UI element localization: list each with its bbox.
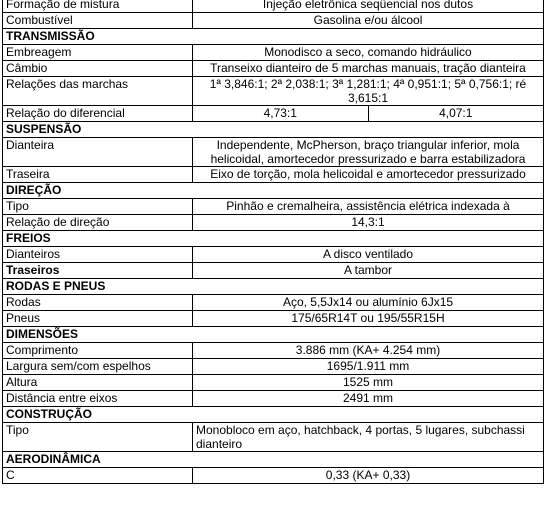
spec-value: 3.886 mm (KA+ 4.254 mm) bbox=[193, 343, 544, 359]
spec-value: 0,33 (KA+ 0,33) bbox=[193, 468, 544, 484]
spec-value: 1ª 3,846:1; 2ª 2,038:1; 3ª 1,281:1; 4ª 0,951:1; 5ª 0,756:1; ré 3,615:1 bbox=[193, 77, 544, 106]
spec-label: C bbox=[3, 468, 193, 484]
section-header-row bbox=[3, 327, 544, 343]
spec-row bbox=[3, 423, 544, 452]
spec-label: Câmbio bbox=[3, 61, 193, 77]
spec-row bbox=[3, 295, 544, 311]
spec-row bbox=[3, 468, 544, 484]
spec-row bbox=[3, 199, 544, 215]
spec-value: Monodisco a seco, comando hidráulico bbox=[193, 45, 544, 61]
section-title-construcao: CONSTRUÇÃO bbox=[3, 407, 544, 423]
spec-value: 14,3:1 bbox=[193, 215, 544, 231]
spec-row bbox=[3, 375, 544, 391]
spec-label: Altura bbox=[3, 375, 193, 391]
spec-row bbox=[3, 167, 544, 183]
spec-row bbox=[3, 247, 544, 263]
section-title-freios: FREIOS bbox=[3, 231, 544, 247]
spec-row bbox=[3, 311, 544, 327]
spec-label: Largura sem/com espelhos bbox=[3, 359, 193, 375]
spec-label: Relação de direção bbox=[3, 215, 193, 231]
spec-value: Gasolina e/ou álcool bbox=[193, 13, 544, 29]
spec-row bbox=[3, 215, 544, 231]
spec-value: 175/65R14T ou 195/55R15H bbox=[193, 311, 544, 327]
section-title-rodas-e-pneus: RODAS E PNEUS bbox=[3, 279, 544, 295]
spec-label: Distância entre eixos bbox=[3, 391, 193, 407]
spec-row bbox=[3, 138, 544, 167]
spec-value: Injeção eletrônica seqüencial nos dutos bbox=[193, 0, 544, 13]
spec-label: Pneus bbox=[3, 311, 193, 327]
section-title-suspensao: SUSPENSÃO bbox=[3, 122, 544, 138]
spec-value: 1525 mm bbox=[193, 375, 544, 391]
spec-value: A tambor bbox=[193, 263, 544, 279]
spec-label: Embreagem bbox=[3, 45, 193, 61]
spec-row bbox=[3, 77, 544, 106]
section-header-row bbox=[3, 279, 544, 295]
spec-label: Dianteiros bbox=[3, 247, 193, 263]
section-title-dimensoes: DIMENSÕES bbox=[3, 327, 544, 343]
spec-label: Relação do diferencial bbox=[3, 106, 193, 122]
spec-row bbox=[3, 263, 544, 279]
spec-row bbox=[3, 343, 544, 359]
section-header-row bbox=[3, 231, 544, 247]
spec-label: Tipo bbox=[3, 199, 193, 215]
section-title-transmissao: TRANSMISSÃO bbox=[3, 29, 544, 45]
spec-value: Transeixo dianteiro de 5 marchas manuais, tração dianteira bbox=[193, 61, 544, 77]
section-header-row bbox=[3, 29, 544, 45]
spec-row bbox=[3, 13, 544, 29]
spec-label: Traseira bbox=[3, 167, 193, 183]
spec-label: Dianteira bbox=[3, 138, 193, 167]
spec-value: 2491 mm bbox=[193, 391, 544, 407]
spec-table-body bbox=[3, 0, 544, 484]
spec-label: Tipo bbox=[3, 423, 193, 452]
spec-row bbox=[3, 45, 544, 61]
spec-row bbox=[3, 61, 544, 77]
spec-label: Comprimento bbox=[3, 343, 193, 359]
section-title-aerodinamica: AERODINÂMICA bbox=[3, 452, 544, 468]
section-header-row bbox=[3, 452, 544, 468]
spec-value: 4,07:1 bbox=[368, 106, 544, 122]
spec-value: Monobloco em aço, hatchback, 4 portas, 5 lugares, subchassi dianteiro bbox=[193, 423, 544, 452]
spec-row bbox=[3, 391, 544, 407]
spec-label: Traseiros bbox=[3, 263, 193, 279]
spec-value: Aço, 5,5Jx14 ou alumínio 6Jx15 bbox=[193, 295, 544, 311]
section-title-direcao: DIREÇÃO bbox=[3, 183, 544, 199]
spec-value: A disco ventilado bbox=[193, 247, 544, 263]
spec-row bbox=[3, 106, 544, 122]
section-header-row bbox=[3, 407, 544, 423]
spec-row bbox=[3, 0, 544, 13]
spec-label: Formação de mistura bbox=[3, 0, 193, 13]
spec-value: Independente, McPherson, braço triangular inferior, mola helicoidal, amortecedor pressurizado e barra estabilizadora bbox=[193, 138, 544, 167]
spec-value: 1695/1.911 mm bbox=[193, 359, 544, 375]
spec-label: Rodas bbox=[3, 295, 193, 311]
spec-value: Eixo de torção, mola helicoidal e amortecedor pressurizado bbox=[193, 167, 544, 183]
spec-label: Relações das marchas bbox=[3, 77, 193, 106]
section-header-row bbox=[3, 122, 544, 138]
spec-value: 4,73:1 bbox=[193, 106, 369, 122]
spec-row bbox=[3, 359, 544, 375]
spec-table bbox=[2, 0, 544, 484]
spec-value: Pinhão e cremalheira, assistência elétrica indexada à bbox=[193, 199, 544, 215]
section-header-row bbox=[3, 183, 544, 199]
spec-label: Combustível bbox=[3, 13, 193, 29]
